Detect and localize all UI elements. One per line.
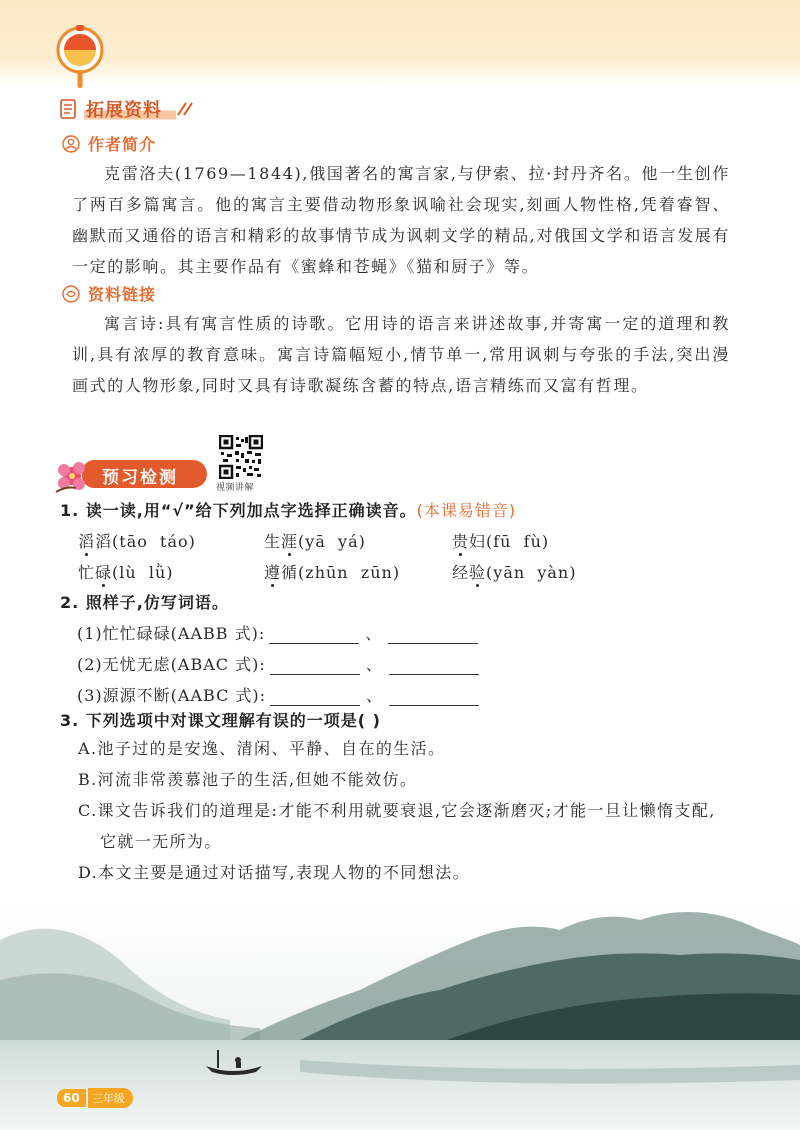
choice-list — [78, 733, 728, 888]
qr-code-icon[interactable] — [219, 435, 263, 479]
choice-d: D.本文主要是通过对话描写,表现人物的不同想法。 — [78, 863, 471, 882]
arrow-tail-icon — [176, 101, 194, 117]
drum-icon — [52, 24, 108, 90]
answer-blank[interactable] — [388, 625, 478, 644]
answer-blank[interactable] — [270, 687, 360, 706]
link-icon — [62, 285, 80, 303]
preview-tag-label: 预习检测 — [102, 468, 178, 488]
top-decor-band — [0, 0, 800, 86]
author-paragraph: 克雷洛夫(1769—1844),俄国著名的寓言家,与伊索、拉·封丹齐名。他一生创作了两百多篇寓言。他的寓言主要借动物形象讽喻社会现实,刻画人物性格,凭着睿智、幽默而又通俗的语言和精彩的故事情节成为讽刺文学的精品,对俄国文学和语言发展有一定的影响。其主要作品有《蜜蜂和苍蝇》《猫和厨子》等。 — [72, 164, 730, 276]
choice-c: C.课文告诉我们的道理是:才能不利用就要衰退,它会逐渐磨灭;才能一旦让懒惰支配,它就一无所为。 — [78, 801, 716, 851]
person-icon — [62, 135, 80, 153]
extension-tag-label: 拓展资料 — [84, 96, 176, 122]
imitate-row-3: (3)源源不断(AABC 式): 、 — [77, 683, 483, 706]
page-footer — [57, 1088, 133, 1108]
author-heading — [62, 132, 156, 155]
answer-blank[interactable] — [269, 625, 359, 644]
link-heading-label: 资料链接 — [88, 285, 157, 304]
preview-tag — [52, 456, 212, 492]
question-1-hint: (本课易错音) — [416, 501, 517, 520]
grade-label: 三年级 — [88, 1088, 133, 1108]
pinyin-item-6: 经验(yān yàn) — [452, 563, 577, 582]
qr-caption: 视频讲解 — [216, 483, 255, 493]
question-3-title: 3. 下列选项中对课文理解有误的一项是( ) — [60, 711, 381, 730]
link-paragraph: 寓言诗:具有寓言性质的诗歌。它用诗的语言来讲述故事,并寄寓一定的道理和教训,具有浓厚的教育意味。寓言诗篇幅短小,情节单一,常用讽刺与夸张的手法,突出漫画式的人物形象,同时又具有诗歌凝练含蓄的特点,语言精练而又富有哲理。 — [72, 314, 730, 395]
pinyin-item-3: 贵妇(fū fù) — [452, 532, 550, 551]
author-heading-label: 作者简介 — [88, 135, 157, 154]
question-2-title: 2. 照样子,仿写词语。 — [60, 593, 229, 612]
imitate-row-1: (1)忙忙碌碌(AABB 式): 、 — [77, 621, 482, 644]
pinyin-item-4: 忙碌(lù lǜ) — [78, 563, 174, 582]
choice-a: A.池子过的是安逸、清闲、平静、自在的生活。 — [78, 739, 446, 758]
pinyin-item-5: 遵循(zhūn zūn) — [264, 563, 401, 582]
answer-blank[interactable] — [389, 656, 479, 675]
answer-blank[interactable] — [389, 687, 479, 706]
flower-icon — [52, 456, 98, 496]
link-heading — [62, 282, 156, 305]
question-1-title: 1. 读一读,用“√”给下列加点字选择正确读音。(本课易错音) — [60, 501, 517, 520]
pinyin-item-1: 滔滔(tāo táo) — [78, 532, 196, 551]
choice-b: B.河流非常羡慕池子的生活,但她不能效仿。 — [78, 770, 418, 789]
imitate-row-2: (2)无忧无虑(ABAC 式): 、 — [77, 652, 483, 675]
page-number: 60 — [57, 1089, 86, 1107]
extension-tag — [60, 95, 194, 123]
answer-blank[interactable] — [270, 656, 360, 675]
document-icon — [60, 99, 78, 119]
pinyin-item-2: 生涯(yā yá) — [264, 532, 366, 551]
